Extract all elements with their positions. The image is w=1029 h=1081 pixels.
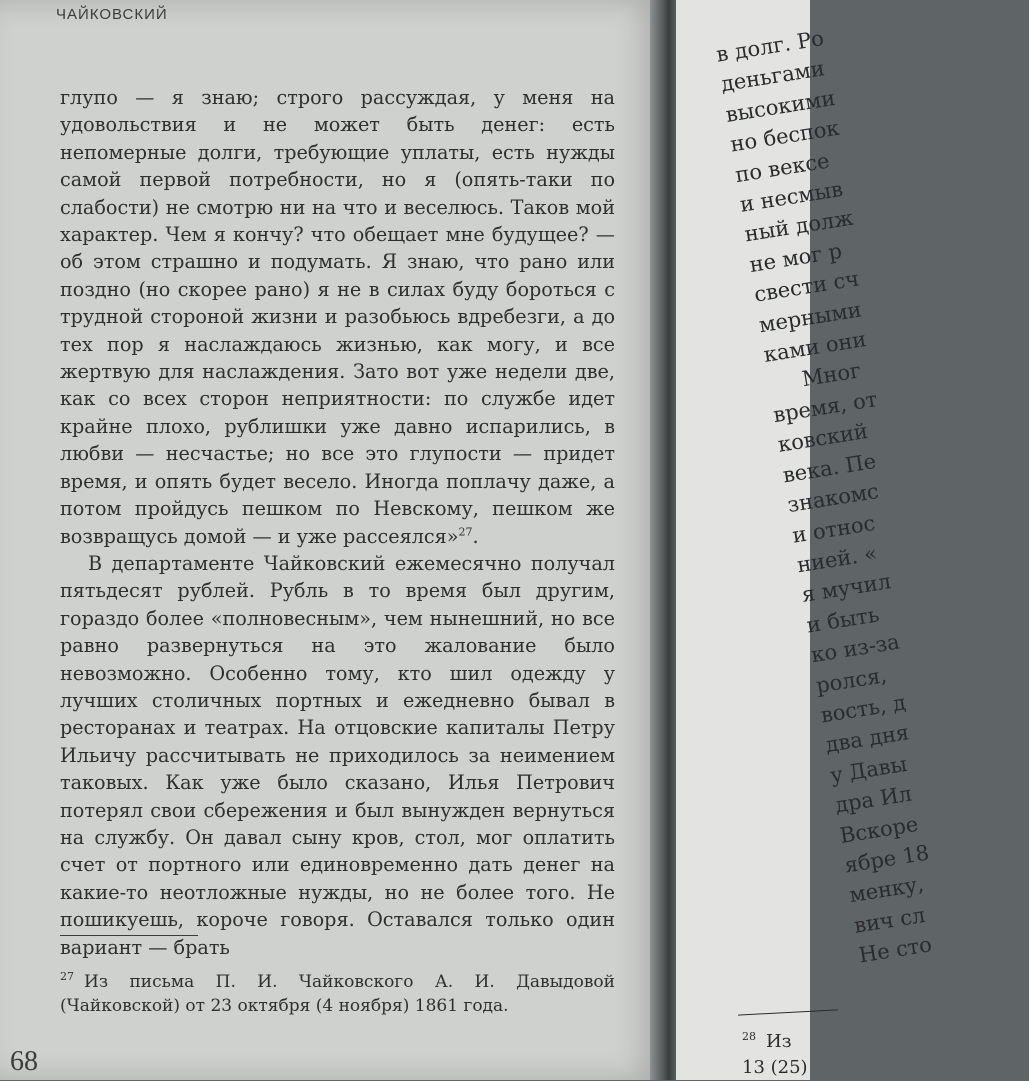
right-page-line: ролся, (814, 662, 889, 698)
footnote-number: 27 (60, 970, 74, 984)
right-page-line: Не сто (857, 932, 934, 968)
right-page-line: века. Пе (781, 448, 878, 488)
right-page-line: деньгами (719, 56, 827, 97)
right-page-line: менку, (847, 872, 926, 908)
right-footnote-divider (738, 1009, 838, 1015)
right-page-line: нией. « (795, 540, 879, 578)
right-page-line: дра Ил (833, 781, 914, 818)
paragraph-1-text: глупо — я знаю; строго рассуждая, у меня на удовольствия и не может быть денег: есть непомерные долги, требующие уплаты, есть нужды самой первой потребности, но я (опять-таки по слабости) не смотрю ни на что и веселюсь. Таков мой характер. Чем я кончу? что обещает мне будущее? — об этом страшно и подумать. Я знаю, что рано или поздно (но скорее рано) я не в силах буду бороться с трудной стороной жизни и разобьюсь вдребезги, а до тех пор я наслаждаюсь жизнью, как могу, и все жертвую для наслаждения. Зато вот уже недели две, как со всех сторон неприятности: по службе идет крайне плохо, рублишки уже давно испарились, в любви — несчастье; но все это глупости — придет время, и опять будет весело. Иногда поплачу даже, а потом пройдусь пешком по Невскому, пешком же возвращусь домой — и уже рассеялся» (60, 86, 615, 548)
right-footnote-line-2: 13 (25) (742, 1057, 808, 1078)
right-page-line: по вексе (733, 148, 831, 187)
right-page-line: время, от (771, 386, 879, 428)
right-page-line: и несмыв (738, 176, 845, 217)
right-page (676, 0, 934, 1080)
right-page-line: знакомс (785, 479, 881, 518)
right-footnote-line-1: Из (766, 1031, 792, 1052)
right-page-line: я мучил (800, 569, 893, 608)
running-header: ЧАЙКОВСКИЙ (56, 6, 168, 23)
footnote-divider (60, 935, 198, 936)
right-page-line: свести сч (752, 266, 861, 307)
right-page-line: ками они (762, 327, 868, 367)
right-page-line: высокими (723, 85, 837, 127)
page-number: 68 (10, 1046, 38, 1077)
right-page-line: мерными (757, 297, 864, 337)
right-page-line: Мног (800, 358, 863, 392)
right-page-line: вич сл (852, 902, 927, 938)
right-footnote (742, 1024, 808, 1081)
right-page-line: но беспок (728, 115, 842, 157)
footnote-ref[interactable]: 27 (458, 525, 473, 539)
paragraph-2: В департаменте Чайковский ежемесячно получал пятьдесят рублей. Рубль в то время был другим, гораздо более «полновесным», чем нынешний, но все равно развернуться на это жалование было невозможно. Особенно тому, кто шил одежду у лучших столичных портных и ежедневно бывал в ресторанах и театрах. На отцовские капиталы Петру Ильичу рассчитывать не приходилось за неимением таковых. Как уже было сказано, Илья Петрович потерял свои сбережения и был вынужден вернуться на службу. Он давал сыну кров, стол, мог оплатить счет от портного или единовременно дать денег на какие-то неотложные нужды, но не более того. Не пошикуешь, короче говоря. Оставался только один вариант — брать (60, 551, 615, 959)
right-page-line: ко из-за (809, 629, 902, 668)
right-page-text (714, 13, 1029, 971)
right-page-line: и относ (790, 510, 877, 548)
right-page-line: в долг. Ро (714, 25, 826, 67)
body-text (60, 84, 615, 961)
right-page-line: ябре 18 (842, 840, 931, 878)
paragraph-1: глупо — я знаю; строго рассуждая, у меня на удовольствия и не может быть денег: есть непомерные долги, требующие уплаты, есть нужды самой первой потребности, но я (опять-таки по слабости) не смотрю ни на что и веселюсь. Таков мой характер. Чем я кончу? что обещает мне будущее? — об этом страшно и подумать. Я знаю, что рано или поздно (но скорее рано) я не в силах буду бороться с трудной стороной жизни и разобьюсь вдребезги, а до тех пор я наслаждаюсь жизнью, как могу, и все жертвую для наслаждения. Зато вот уже недели две, как со всех сторон неприятности: по службе идет крайне плохо, рублишки уже давно испарились, в любви — несчастье; но все это глупости — придет время, и опять будет весело. Иногда поплачу даже, а потом пройдусь пешком по Невскому, пешком же возвращусь домой — и уже рассеялся»$^{27}$. (60, 86, 615, 548)
right-page-line: ковский (776, 419, 870, 458)
right-page-line: Вскоре (838, 811, 920, 848)
right-page-line: два дня (823, 720, 911, 758)
right-page-line: и быть (804, 602, 881, 638)
footnote (60, 970, 615, 1018)
footnote-text: Из письма П. И. Чайковского А. И. Давыдовой (Чайковской) от 23 октября (4 ноября) 1861 года. (60, 972, 615, 1016)
right-page-line: не мог р (747, 238, 844, 277)
right-page-line: ный долж (743, 206, 856, 247)
right-page-line: вость, д (819, 690, 908, 728)
right-page-line: у Давы (828, 751, 909, 788)
right-footnote-number: 28 (742, 1030, 756, 1043)
